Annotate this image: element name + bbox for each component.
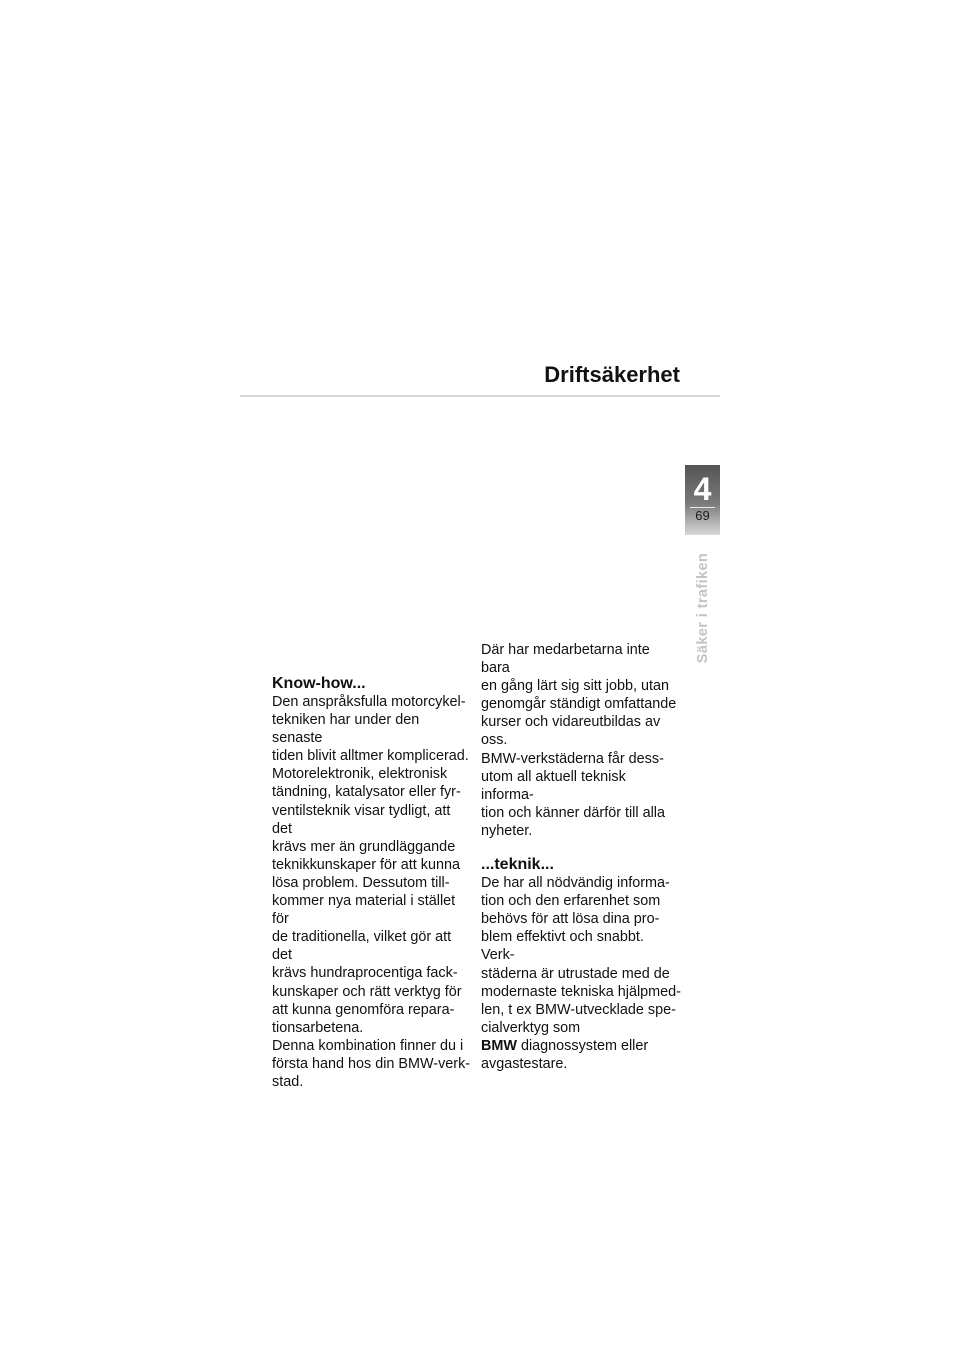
text-line: teknikkunskaper för att kunna — [272, 856, 460, 873]
text-line: Den anspråksfulla motorcykel- — [272, 694, 466, 710]
text-line: en gång lärt sig sitt jobb, utan — [481, 678, 669, 695]
text-line: Motorelektronik, elektronisk — [272, 766, 448, 783]
text-line: blem effektivt och snabbt. Verk- — [481, 929, 644, 964]
text-line: första hand hos din BMW-verk- — [272, 1055, 471, 1072]
text-line — [481, 1037, 681, 1055]
text-line: ventilsteknik visar tydligt, att det — [272, 802, 451, 837]
chapter-number: 4 — [693, 471, 712, 507]
text-line: stad. — [272, 1073, 304, 1090]
text-line: tekniken har under den senaste — [272, 712, 420, 747]
brand-word: BMW — [481, 1037, 517, 1054]
text-line: modernaste tekniska hjälpmed- — [481, 983, 681, 1000]
page-number: 69 — [695, 508, 710, 523]
section-label: Säker i trafiken — [695, 552, 711, 664]
text-line: De har all nödvändig informa- — [481, 875, 670, 892]
text-line: krävs hundraprocentiga fack- — [272, 965, 458, 982]
text-line: utom all aktuell teknisk informa- — [481, 768, 626, 803]
text-line: nyheter. — [481, 822, 533, 839]
page-title: Driftsäkerhet — [544, 362, 680, 387]
text-line: städerna är utrustade med de — [481, 965, 670, 982]
heading-teknik: ...teknik... — [481, 856, 554, 874]
right-column — [481, 641, 681, 1073]
text-line: tion och känner därför till alla — [481, 804, 665, 821]
text-line: genomgår ständigt omfattande — [481, 696, 677, 713]
text-line: avgastestare. — [481, 1055, 568, 1072]
right-column-text-bottom — [481, 874, 681, 1037]
header-divider — [240, 395, 720, 397]
text-line: BMW-verkstäderna får dess- — [481, 750, 664, 767]
text-line: tiden blivit alltmer komplicerad. — [272, 748, 469, 765]
text-line: behövs för att lösa dina pro- — [481, 911, 660, 928]
text-line: tion och den erfarenhet som — [481, 893, 661, 910]
text-line: len, t ex BMW-utvecklade spe- — [481, 1001, 676, 1018]
text-line: krävs mer än grundläggande — [272, 838, 456, 855]
text-line: oss. — [481, 732, 508, 749]
text-line: kommer nya material i stället för — [272, 893, 456, 928]
text-line: cialverktyg som — [481, 1019, 581, 1036]
text-line: tionsarbetena. — [272, 1019, 364, 1036]
text-line: Där har medarbetarna inte bara — [481, 642, 650, 677]
text-line: de traditionella, vilket gör att det — [272, 929, 452, 964]
left-column-text — [272, 693, 472, 1091]
left-column — [272, 675, 472, 1091]
brand-line-text: diagnossystem eller — [516, 1037, 649, 1054]
text-line: kurser och vidareutbildas av — [481, 714, 661, 731]
text-line: kunskaper och rätt verktyg för — [272, 983, 462, 1000]
text-line: Denna kombination finner du i — [272, 1037, 464, 1054]
right-column-text-top — [481, 641, 681, 840]
text-line: tändning, katalysator eller fyr- — [272, 784, 461, 801]
heading-know-how: Know-how... — [272, 675, 366, 692]
text-line: att kunna genomföra repara- — [272, 1001, 455, 1018]
text-line: lösa problem. Dessutom till- — [272, 874, 450, 891]
